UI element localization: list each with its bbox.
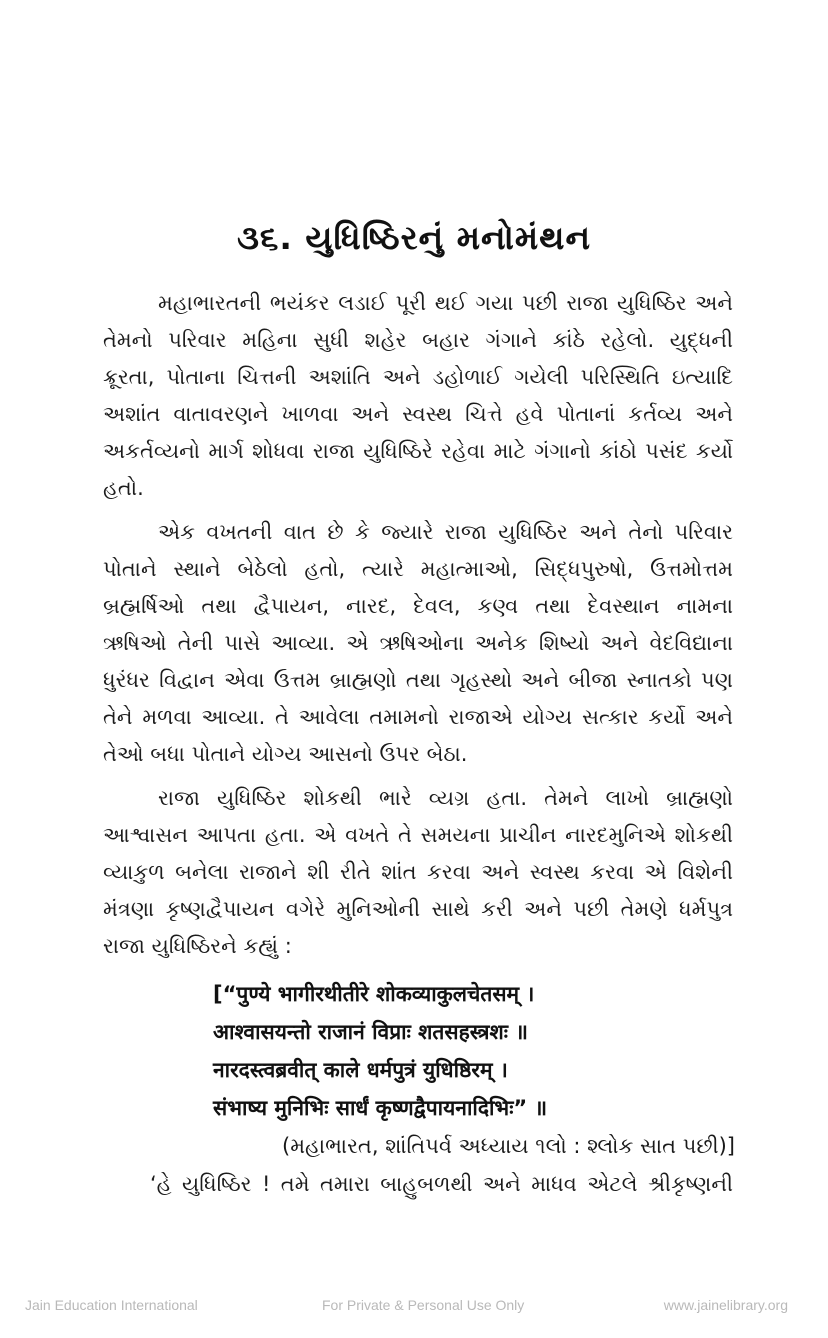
paragraph-2-line-4: ઋષિઓ તેની પાસે આવ્યા. એ ઋષિઓના અનેક શિષ્યો અને વેદવિદ્યાના [103, 631, 733, 655]
paragraph-2-line-3: બ્રહ્મર્ષિઓ તથા દ્વૈપાયન, નારદ, દેવલ, કણ્વ તથા દેવસ્થાન નામના [103, 594, 733, 618]
paragraph-1-line-6: હતો. [103, 476, 144, 500]
footer-usage-note: For Private & Personal Use Only [322, 1297, 525, 1313]
paragraph-1-line-4: અશાંત વાતાવરણને ખાળવા અને સ્વસ્થ ચિત્તે હવે પોતાનાં કર્તવ્ય અને [103, 402, 733, 426]
paragraph-2-line-1: એક વખતની વાત છે કે જ્યારે રાજા યુધિષ્ઠિર અને તેનો પરિવાર [158, 520, 733, 544]
paragraph-3-line-5: રાજા યુધિષ્ઠિરને કહ્યું : [103, 934, 292, 958]
verse-line-2: आश्वासयन्तो राजानं विप्राः शतसहस्त्रशः ॥ [213, 1020, 528, 1044]
verse-citation: (મહાભારત, શાંતિપર્વ અધ્યાય ૧લો : શ્લોક સાત પછી)] [282, 1134, 735, 1158]
paragraph-2-line-6: તેને મળવા આવ્યા. તે આવેલા તમામનો રાજાએ યોગ્ય સત્કાર કર્યો અને [103, 705, 733, 729]
verse-line-4: संभाष्य मुनिभिः सार्धं कृष्णद्वैपायनादिभिः” ॥ [213, 1096, 548, 1120]
paragraph-3-line-4: મંત્રણા કૃષ્ણદ્વૈપાયન વગેરે મુનિઓની સાથે કરી અને પછી તેમણે ધર્મપુત્ર [103, 897, 733, 921]
paragraph-1-line-5: અકર્તવ્યનો માર્ગ શોધવા રાજા યુધિષ્ઠિરે રહેવા માટે ગંગાનો કાંઠો પસંદ કર્યો [103, 439, 733, 463]
paragraph-1-line-2: તેમનો પરિવાર મહિના સુધી શહેર બહાર ગંગાને કાંઠે રહેલો. યુદ્ધની [103, 328, 733, 352]
chapter-title: ૩૬. યુધિષ્ઠિરનું મનોમંથન [236, 218, 592, 257]
paragraph-1-line-1: મહાભારતની ભયંકર લડાઈ પૂરી થઈ ગયા પછી રાજા યુધિષ્ઠિર અને [158, 291, 733, 315]
paragraph-3-line-3: વ્યાકુળ બનેલા રાજાને શી રીતે શાંત કરવા અને સ્વસ્થ કરવા એ વિશેની [103, 860, 733, 884]
footer-website-link[interactable]: www.jainelibrary.org [663, 1297, 788, 1313]
footer-publisher: Jain Education International [25, 1297, 198, 1313]
paragraph-2-line-2: પોતાને સ્થાને બેઠેલો હતો, ત્યારે મહાત્માઓ, સિદ્ધપુરુષો, ઉત્તમોત્તમ [103, 557, 733, 581]
verse-line-1: [“पुण्ये भागीरथीतीरे शोकव्याकुलचेतसम् । [213, 982, 535, 1006]
closing-line: ‘હે યુધિષ્ઠિર ! તમે તમારા બાહુબળથી અને માધવ એટલે શ્રીકૃષ્ણની [150, 1172, 733, 1196]
paragraph-1-line-3: ક્રૂરતા, પોતાના ચિત્તની અશાંતિ અને ડહોળાઈ ગયેલી પરિસ્થિતિ ઇત્યાદિ [103, 365, 733, 389]
verse-line-3: नारदस्त्वब्रवीत् काले धर्मपुत्रं युधिष्ठिरम् । [213, 1058, 508, 1082]
paragraph-2-line-7: તેઓ બધા પોતાને યોગ્ય આસનો ઉપર બેઠા. [103, 742, 468, 766]
paragraph-3-line-2: આશ્વાસન આપતા હતા. એ વખતે તે સમયના પ્રાચીન નારદમુનિએ શોકથી [103, 823, 733, 847]
paragraph-2-line-5: ધુરંધર વિદ્વાન એવા ઉત્તમ બ્રાહ્મણો તથા ગૃહસ્થો અને બીજા સ્નાતકો પણ [103, 668, 733, 692]
paragraph-3-line-1: રાજા યુધિષ્ઠિર શોકથી ભારે વ્યગ્ર હતા. તેમને લાખો બ્રાહ્મણો [158, 786, 733, 810]
